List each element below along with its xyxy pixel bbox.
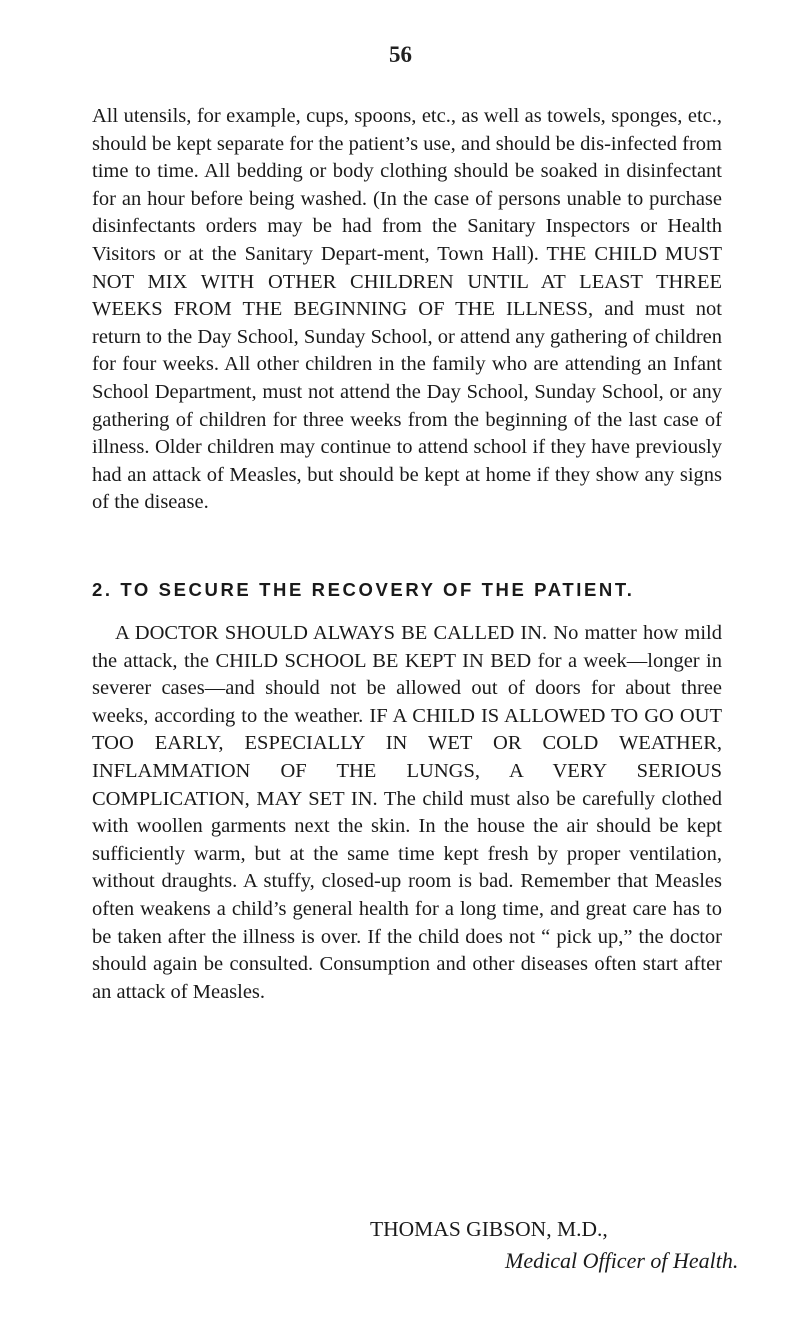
section-heading-recovery: 2. TO SECURE THE RECOVERY OF THE PATIENT. xyxy=(92,579,635,600)
paragraph-recovery-care: A DOCTOR SHOULD ALWAYS BE CALLED IN. No matter how mild the attack, the CHILD SCHOOL BE KEPT IN BED for a week—longer in severer cases—and should not be allowed out of doors for about three weeks, according to the weather. IF A CHILD IS ALLOWED TO GO OUT TOO EARLY, ESPECIALLY IN WET OR COLD WEATHER, INFLAMMATION OF THE LUNGS, A VERY SERIOUS COMPLICATION, MAY SET IN. The child must also be carefully clothed with woollen garments next the skin. In the house the air should be kept sufficiently warm, but at the same time kept fresh by proper ventilation, without draughts. A stuffy, closed-up room is bad. Remember that Measles often weakens a child’s general health for a long time, and great care has to be taken after the illness is over. If the child does not “ pick up,” the doctor should again be consulted. Consumption and other diseases often start after an attack of Measles. xyxy=(92,622,722,1003)
signature-name: THOMAS GIBSON, M.D., xyxy=(370,1217,608,1241)
page-number: 56 xyxy=(389,42,412,67)
paragraph-disinfection-isolation: All utensils, for example, cups, spoons, etc., as well as towels, sponges, etc., should be kept separate for the patient’s use, and should be dis-infected from time to time. All bedding or body clothing should be soaked in disinfectant for an hour before being washed. (In the case of persons unable to purchase disinfectants orders may be had from the Sanitary Inspectors or Health Visitors or at the Sanitary Depart-ment, Town Hall). THE CHILD MUST NOT MIX WITH OTHER CHILDREN UNTIL AT LEAST THREE WEEKS FROM THE BEGINNING OF THE ILLNESS, and must not return to the Day School, Sunday School, or attend any gathering of children for four weeks. All other children in the family who are attending an Infant School Department, must not attend the Day School, Sunday School, or any gathering of children for three weeks from the beginning of the last case of illness. Older children may continue to attend school if they have previously had an attack of Measles, but should be kept at home if they show any signs of the disease. xyxy=(92,105,722,514)
signature-title: Medical Officer of Health. xyxy=(505,1248,739,1273)
